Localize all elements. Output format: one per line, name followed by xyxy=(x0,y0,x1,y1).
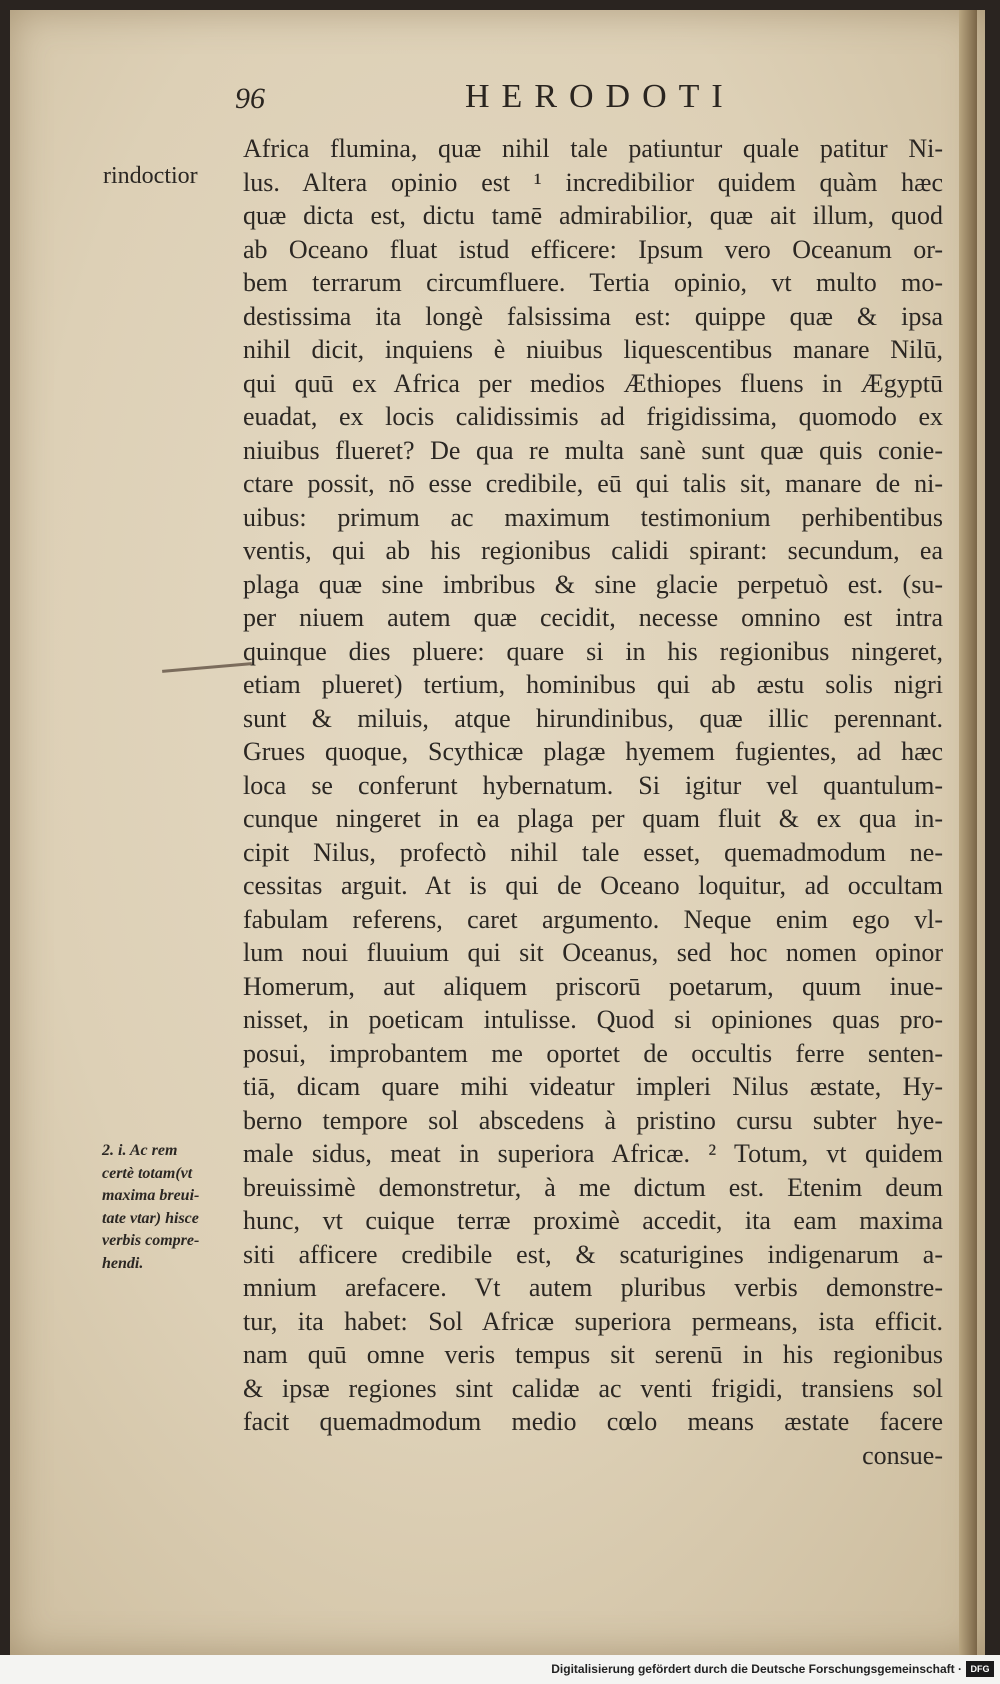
text-line: cipit Nilus, profectò nihil tale esset, quemadmodum ne- xyxy=(243,837,943,867)
margin-footnote xyxy=(102,1140,252,1275)
text-line: niuibus flueret? De qua re multa sanè sunt quæ quis conie- xyxy=(243,435,943,465)
text-line: bem terrarum circumfluere. Tertia opinio, vt multo mo- xyxy=(243,268,943,297)
text-line: male sidus, meat in superiora Africæ. ² Totum, vt quidem xyxy=(243,1139,943,1168)
text-line: qui quū ex Africa per medios Æthiopes fluens in Ægyptū xyxy=(243,368,943,398)
text-line: plaga quæ sine imbribus & sine glacie perpetuò est. (su- xyxy=(243,569,943,599)
catchword: consue- xyxy=(862,1440,943,1470)
text-line: destissima ita longè falsissima est: quippe quæ & ipsa xyxy=(243,301,943,331)
text-line: loca se conferunt hybernatum. Si igitur vel quantulum- xyxy=(243,770,943,800)
text-line: etiam plueret) tertium, hominibus qui ab æstu solis nigri xyxy=(243,670,943,699)
text-line: berno tempore sol abscedens à pristino cursu subter hye- xyxy=(243,1105,943,1135)
text-line: ctare possit, nō esse credibile, eū qui talis sit, manare de ni- xyxy=(243,469,943,498)
digitization-footer xyxy=(0,1655,1000,1684)
body-text xyxy=(243,132,943,1472)
footnote-line: hendi. xyxy=(102,1254,144,1272)
margin-note: rindoctior xyxy=(103,163,198,189)
footnote-line: verbis compre- xyxy=(102,1232,200,1249)
text-line: sunt & miluis, atque hirundinibus, quæ illic perennant. xyxy=(243,703,943,733)
book-page xyxy=(10,10,985,1655)
page-header xyxy=(235,78,935,122)
text-line: siti afficere credibile est, & scaturigines indigenarum a- xyxy=(243,1239,943,1269)
text-line: mnium arefacere. Vt autem pluribus verbis demonstre- xyxy=(243,1273,943,1302)
text-line: quinque dies pluere: quare si in his regionibus ningeret, xyxy=(243,636,943,666)
dfg-logo-icon: DFG xyxy=(966,1661,994,1677)
text-line: breuissimè demonstretur, à me dictum est. Etenim deum xyxy=(243,1172,943,1202)
text-line: nisset, in poeticam intulisse. Quod si opiniones quas pro- xyxy=(243,1005,943,1034)
text-line: cunque ningeret in ea plaga per quam fluit & ex qua in- xyxy=(243,804,943,833)
funding-credit: Digitalisierung gefördert durch die Deutsche Forschungsgemeinschaft · xyxy=(551,1662,962,1676)
text-line: & ipsæ regiones sint calidæ ac venti frigidi, transiens sol xyxy=(243,1373,943,1403)
text-line: hunc, vt cuique terræ proximè accedit, ita eam maxima xyxy=(243,1206,943,1235)
text-line: per niuem autem quæ cecidit, necesse omnino est intra xyxy=(243,603,943,632)
footnote-line: 2. i. Ac rem xyxy=(102,1142,178,1159)
text-line: quæ dicta est, dictu tamē admirabilior, quæ ait illum, quod xyxy=(243,201,943,230)
text-line: Grues quoque, Scythicæ plagæ hyemem fugientes, ad hæc xyxy=(243,737,943,766)
text-line: tur, ita habet: Sol Africæ superiora permeans, ista efficit. xyxy=(243,1306,943,1336)
text-line: posui, improbantem me oportet de occultis ferre senten- xyxy=(243,1038,943,1068)
page-edge xyxy=(959,10,977,1655)
text-line: fabulam referens, caret argumento. Neque enim ego vl- xyxy=(243,904,943,934)
footnote-line: maxima breui- xyxy=(102,1187,200,1204)
text-line: Homerum, aut aliquem priscorū poetarum, quum inue- xyxy=(243,971,943,1001)
footnote-line: tate vtar) hisce xyxy=(102,1209,199,1227)
text-line: euadat, ex locis calidissimis ad frigidissima, quomodo ex xyxy=(243,402,943,431)
text-line: Africa flumina, quæ nihil tale patiuntur quale patitur Ni- xyxy=(243,134,943,163)
text-line: uibus: primum ac maximum testimonium perhibentibus xyxy=(243,502,943,532)
page-number: 96 xyxy=(235,82,265,115)
text-line: lum noui fluuium qui sit Oceanus, sed hoc nomen opinor xyxy=(243,938,943,967)
text-line: nihil dicit, inquiens è niuibus liquescentibus manare Nilū, xyxy=(243,335,943,364)
text-line: lus. Altera opinio est ¹ incredibilior quidem quàm hæc xyxy=(243,167,943,197)
running-title: HERODOTI xyxy=(465,78,735,115)
text-line: nam quū omne veris tempus sit serenū in his regionibus xyxy=(243,1340,943,1369)
text-line: ventis, qui ab his regionibus calidi spirant: secundum, ea xyxy=(243,536,943,565)
pen-stroke-mark xyxy=(162,662,252,673)
text-line: cessitas arguit. At is qui de Oceano loquitur, ad occultam xyxy=(243,871,943,900)
text-line: tiā, dicam quare mihi videatur impleri Nilus æstate, Hy- xyxy=(243,1072,943,1101)
footnote-line: certè totam(vt xyxy=(102,1164,193,1182)
text-line: ab Oceano fluat istud efficere: Ipsum vero Oceanum or- xyxy=(243,234,943,264)
text-line: facit quemadmodum medio cœlo means æstate facere xyxy=(243,1407,943,1436)
